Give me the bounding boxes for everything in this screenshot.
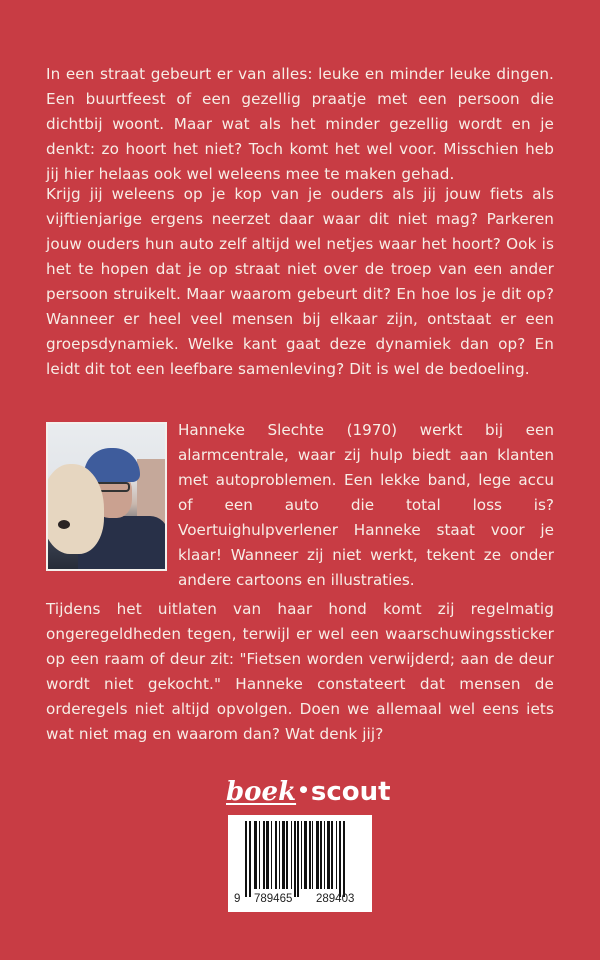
isbn-barcode — [228, 815, 372, 912]
logo-boek: boek — [226, 777, 297, 807]
question-paragraph: Krijg jij weleens op je kop van je ouders als jij jouw fiets als vijftienjarige ergens neerzet daar waar dit niet mag? Parkeren jouw ouders hun auto zelf altijd wel netjes waar het hoort? Ook is het te hopen dat je op straat niet over de troep van een ander persoon struikelt. Maar waarom gebeurt dit? En hoe los je dit op? Wanneer er heel veel mensen bij elkaar zijn, ontstaat er een groepsdynamiek. Welke kant gaat deze dynamiek dan op? En leidt dit tot een leefbare samenleving? Dit is wel de bedoeling. — [46, 185, 554, 378]
barcode-bars — [245, 821, 369, 897]
isbn-prefix-digit: 9 — [234, 893, 241, 905]
logo-dot: • — [297, 778, 310, 802]
photo-dog-nose — [58, 520, 70, 529]
closing-paragraph: Tijdens het uitlaten van haar hond komt zij regelmatig ongeregeldheden tegen, terwijl er wel een waarschuwingssticker op een raam of deur zit: "Fietsen worden verwijderd; aan de deur wordt niet gekocht." Hanneke constateert dat mensen de orderegels niet altijd opvolgen. Doen we allemaal wel eens iets wat niet mag en waarom dan? Wat denk jij? — [46, 600, 554, 743]
author-photo — [46, 422, 167, 571]
intro-paragraph: In een straat gebeurt er van alles: leuke en minder leuke dingen. Een buurtfeest of een gezellig praatje met een persoon die dichtbij woont. Maar wat als het minder gezellig wordt en je denkt: zo hoort het niet? Toch komt het wel voor. Misschien heb jij hier helaas ook wel weleens mee te maken gehad. — [46, 65, 554, 183]
author-bio: Hanneke Slechte (1970) werkt bij een alarmcentrale, waar zij hulp biedt aan klanten met autoproblemen. Een lekke band, lege accu of een auto die total loss is? Voertuighulpverlener Hanneke staat voor je klaar! Wanneer zij niet werkt, tekent ze onder andere cartoons en illustraties. — [178, 421, 554, 589]
photo-dog — [46, 464, 104, 554]
isbn-group-1: 789465 — [254, 893, 293, 905]
isbn-group-2: 289403 — [316, 893, 355, 905]
publisher-logo — [226, 777, 391, 807]
logo-scout: scout — [310, 777, 391, 807]
barcode-digits — [228, 893, 372, 909]
